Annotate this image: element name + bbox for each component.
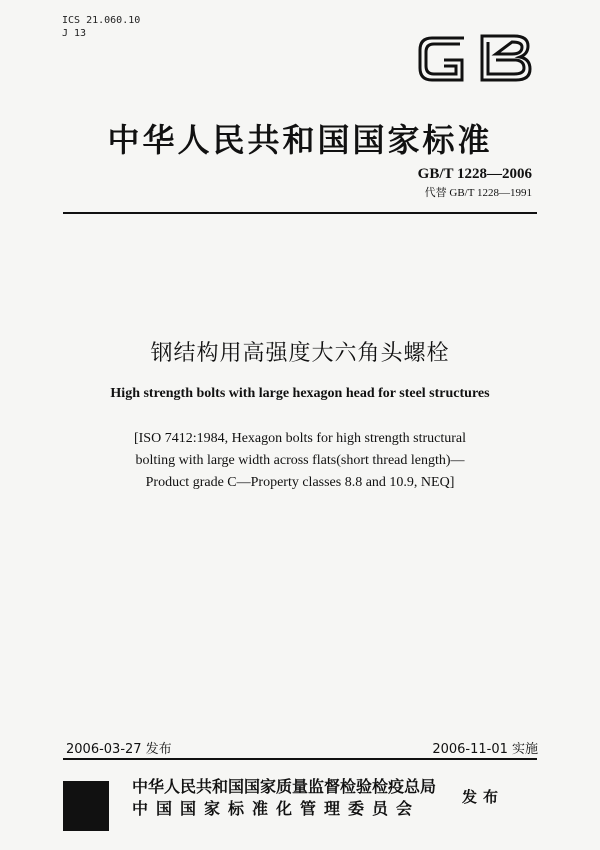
ccs-code: J 13 — [62, 28, 87, 39]
document-title-en: High strength bolts with large hexagon head for steel structures — [110, 386, 490, 401]
top-divider — [63, 212, 537, 214]
replaces-standard: 代替 GB/T 1228—1991 — [424, 187, 532, 199]
standard-title: 中华人民共和国国家标准 — [107, 121, 493, 159]
barcode-block — [63, 781, 109, 831]
publish-date: 2006-03-27 发布 — [66, 742, 172, 757]
iso-reference-line: bolting with large width across flats(short thread length)— — [135, 453, 465, 468]
bottom-divider — [63, 758, 537, 760]
iso-reference-line: Product grade C—Property classes 8.8 and 10.9, NEQ] — [145, 475, 455, 490]
issuer-aqsiq: 中华人民共和国国家质量监督检验检疫总局 — [132, 777, 437, 796]
ics-code: ICS 21.060.10 — [62, 15, 141, 26]
issuer-sac: 中国国家标准化管理委员会 — [132, 799, 421, 818]
gb-logo — [412, 28, 538, 88]
iso-reference-line: [ISO 7412:1984, Hexagon bolts for high strength structural — [133, 431, 467, 446]
issue-label: 发布 — [462, 788, 505, 806]
standard-number: GB/T 1228—2006 — [417, 166, 532, 182]
document-title-cn: 钢结构用高强度大六角头螺栓 — [150, 341, 450, 366]
implement-date: 2006-11-01 实施 — [432, 742, 538, 757]
classification-codes — [62, 14, 140, 40]
iso-reference — [90, 428, 510, 494]
